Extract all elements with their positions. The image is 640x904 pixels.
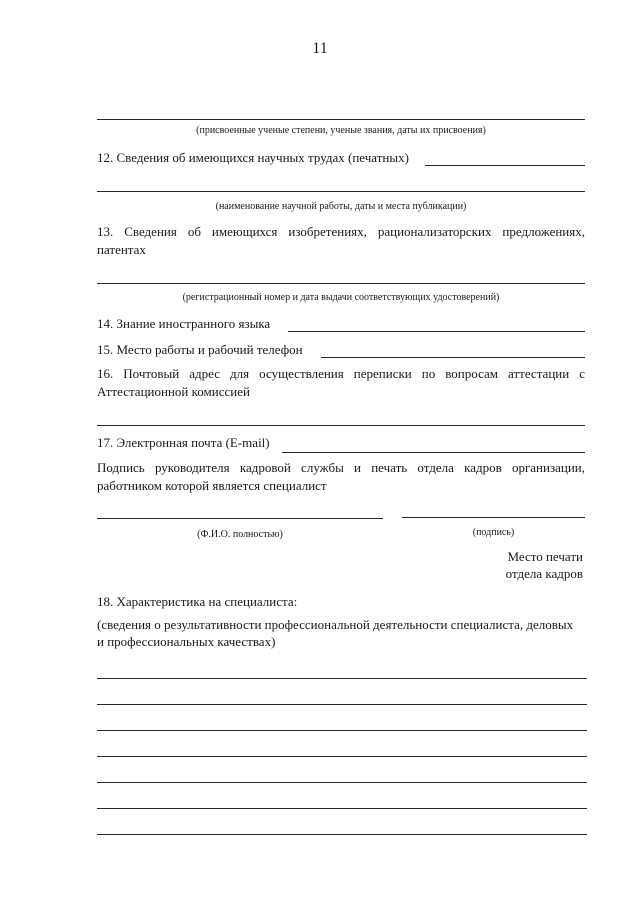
item-15-field-line[interactable] <box>321 357 585 358</box>
item-18-label: 18. Характеристика на специалиста: <box>97 594 298 609</box>
item-18-desc-line1: (сведения о результативности профессиональной деятельности специалиста, деловых <box>97 617 574 632</box>
signature-caption: (подпись) <box>472 527 515 538</box>
item-16-field-line[interactable] <box>97 425 585 426</box>
item-13-label-line2: патентах <box>97 242 146 257</box>
item-18-desc-line2: и профессиональных качествах) <box>97 634 276 649</box>
item-14-label: 14. Знание иностранного языка <box>97 316 271 331</box>
patents-caption: (регистрационный номер и дата выдачи соответствующих удостоверений) <box>182 292 500 303</box>
item-13-label-line1: 13. Сведения об имеющихся изобретениях, рационализаторских предложениях, <box>97 224 585 239</box>
fio-caption: (Ф.И.О. полностью) <box>197 529 283 540</box>
item-12-field-line[interactable] <box>425 165 585 166</box>
item-17-field-line[interactable] <box>282 452 585 453</box>
characteristic-line-4[interactable] <box>97 756 587 757</box>
item-14-field-line[interactable] <box>288 331 585 332</box>
signature-text-line1: Подпись руководителя кадровой службы и печать отдела кадров организации, <box>97 460 585 475</box>
item-15-label: 15. Место работы и рабочий телефон <box>97 342 303 357</box>
characteristic-line-2[interactable] <box>97 704 587 705</box>
works-field-line[interactable] <box>97 191 585 192</box>
characteristic-line-7[interactable] <box>97 834 587 835</box>
item-12-label: 12. Сведения об имеющихся научных трудах (печатных) <box>97 150 409 165</box>
characteristic-line-5[interactable] <box>97 782 587 783</box>
patents-field-line[interactable] <box>97 283 585 284</box>
item-16-label-line1: 16. Почтовый адрес для осуществления переписки по вопросам аттестации с <box>97 366 585 381</box>
degrees-field-line[interactable] <box>97 119 585 120</box>
item-16-label-line2: Аттестационной комиссией <box>97 384 250 399</box>
page-number: 11 <box>312 40 328 57</box>
item-17-label: 17. Электронная почта (E-mail) <box>97 435 270 450</box>
characteristic-line-3[interactable] <box>97 730 587 731</box>
stamp-place-line2: отдела кадров <box>505 566 583 581</box>
works-caption: (наименование научной работы, даты и места публикации) <box>215 201 467 212</box>
signature-field-line[interactable] <box>402 517 585 518</box>
signature-text-line2: работником которой является специалист <box>97 478 327 493</box>
degrees-caption: (присвоенные ученые степени, ученые звания, даты их присвоения) <box>196 125 486 136</box>
fio-field-line[interactable] <box>97 518 383 519</box>
stamp-place-line1: Место печати <box>507 549 583 564</box>
characteristic-line-6[interactable] <box>97 808 587 809</box>
characteristic-line-1[interactable] <box>97 678 587 679</box>
